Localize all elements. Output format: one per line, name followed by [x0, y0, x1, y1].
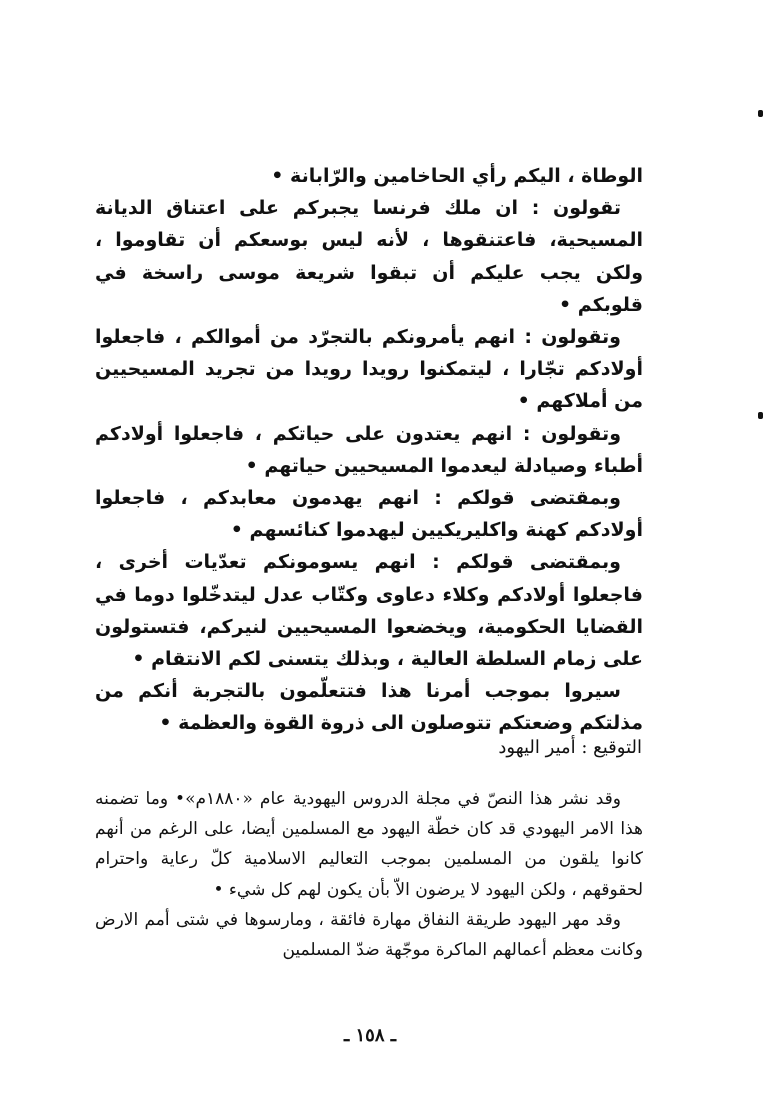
- edge-dot-top: [758, 110, 763, 117]
- paragraph: وبمقتضى قولكم : انهم يسومونكم تعدّيات أخرى ، فاجعلوا أولادكم وكلاء دعاوى وكتّاب عدل ليتدخّلوا دوما في القضايا الحكومية، ويخضعوا المسيحيين لنيركم، فتستولون على زمام السلطة العالية ، وبذلك يتسنى لكم الانتقام •: [95, 551, 643, 671]
- paragraph: وتقولون : انهم يأمرونكم بالتجرّد من أموالكم ، فاجعلوا أولادكم تجّارا ، ليتمكنوا رويدا رويدا من تجريد المسيحيين من أملاكهم •: [95, 326, 643, 413]
- edge-dot-middle: [758, 412, 763, 419]
- paragraph: الوطاة ، اليكم رأي الحاخامين والرّابانة •: [271, 165, 643, 187]
- paragraph: وقد مهر اليهود طريقة النفاق مهارة فائقة ، ومارسوها في شتى أمم الارض وكانت معظم أعمالهم الماكرة موجّهة ضدّ المسلمين: [95, 909, 643, 961]
- paragraph: وقد نشر هذا النصّ في مجلة الدروس اليهودية عام «١٨٨٠م»• وما تضمنه هذا الامر اليهودي قد كان خطّة اليهود مع المسلمين أيضا، على الرغم من أنهم كانوا يلقون من المسلمين بموجب التعاليم الاسلامية كلّ رعاية واحترام لحقوقهم ، ولكن اليهود لا يرضون الاّ بأن يكون لهم كل شيء •: [95, 789, 643, 900]
- commentary-text: [95, 784, 643, 965]
- paragraph: تقولون : ان ملك فرنسا يجبركم على اعتناق الديانة المسيحية، فاعتنقوها ، لأنه ليس بوسعكم أن تقاوموا ، ولكن يجب عليكم أن تبقوا شريعة موسى راسخة في قلوبكم •: [95, 197, 643, 316]
- signature-line: التوقيع : أمير اليهود: [498, 737, 642, 758]
- edict-text: [95, 160, 643, 740]
- paragraph: وتقولون : انهم يعتدون على حياتكم ، فاجعلوا أولادكم أطباء وصيادلة ليعدموا المسيحيين حياتهم •: [95, 422, 643, 477]
- paragraph: وبمقتضى قولكم : انهم يهدمون معابدكم ، فاجعلوا أولادكم كهنة واكليريكيين ليهدموا كنائسهم •: [95, 487, 643, 542]
- page-number: ـ ١٥٨ ـ: [343, 1025, 397, 1046]
- paragraph: سيروا بموجب أمرنا هذا فتتعلّمون بالتجربة أنكم من مذلتكم وضعتكم تتوصلون الى ذروة القوة والعظمة •: [95, 680, 643, 735]
